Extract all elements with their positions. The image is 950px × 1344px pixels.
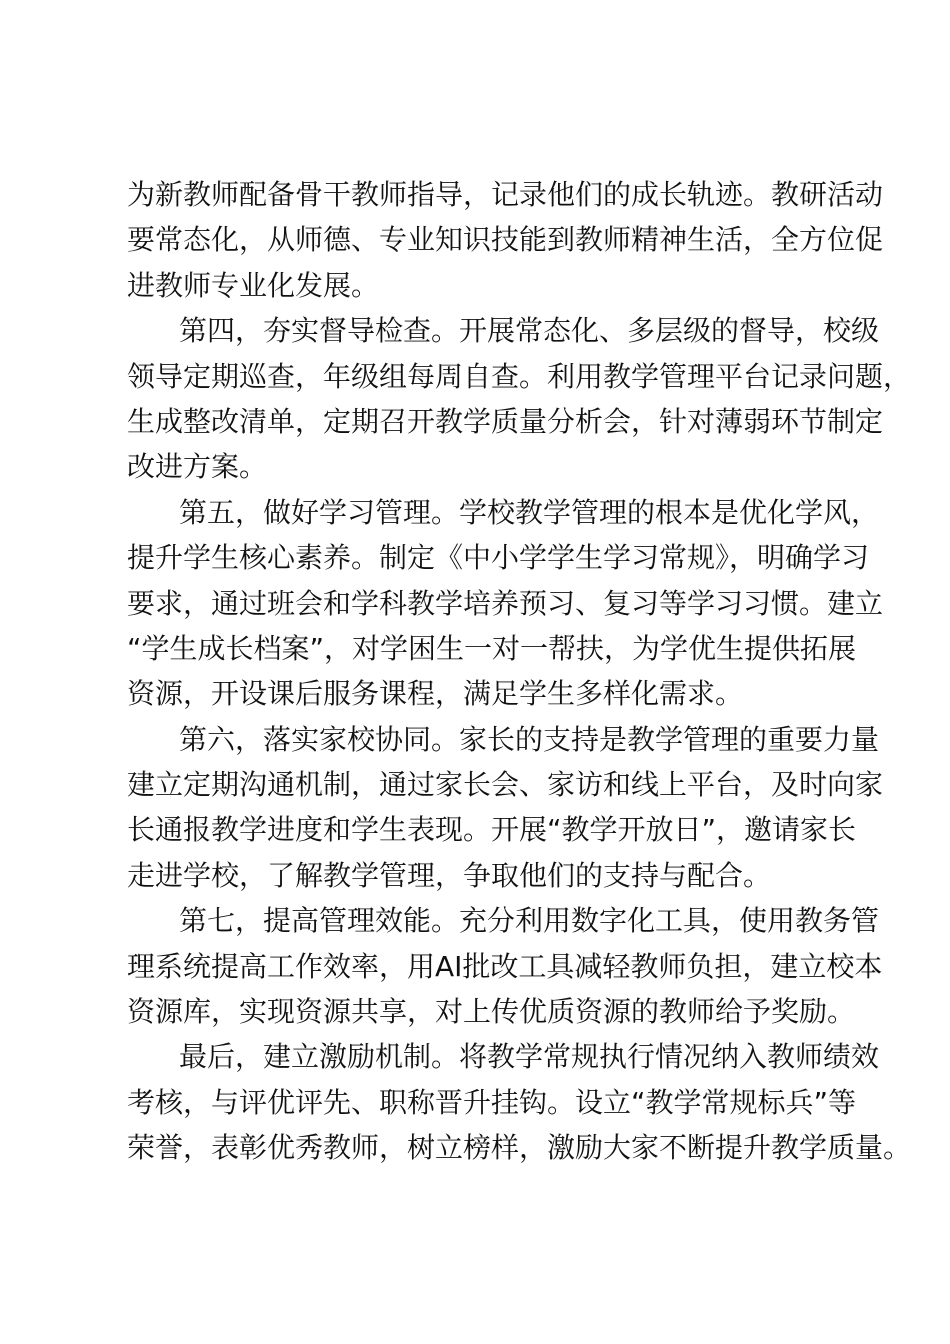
text-line: 生成整改清单，定期召开教学质量分析会，针对薄弱环节制定 [127, 404, 884, 438]
text-line-paragraph-start: 第五，做好学习管理。学校教学管理的根本是优化学风， [179, 495, 880, 529]
text-line: 长通报教学进度和学生表现。开展“教学开放日”，邀请家长 [127, 813, 857, 847]
text-line: 要求，通过班会和学科教学培养预习、复习等学习习惯。建立 [127, 586, 884, 620]
text-line: 领导定期巡查，年级组每周自查。利用教学管理平台记录问题， [127, 359, 912, 393]
text-line: 资源，开设课后服务课程，满足学生多样化需求。 [127, 677, 744, 711]
text-line: 建立定期沟通机制，通过家长会、家访和线上平台，及时向家 [127, 768, 884, 802]
text-line: 理系统提高工作效率，用AI批改工具减轻教师负担，建立校本 [127, 949, 883, 983]
text-line: 进教师专业化发展。 [127, 268, 380, 302]
text-line-paragraph-start: 第四，夯实督导检查。开展常态化、多层级的督导，校级 [179, 314, 880, 348]
text-line: “学生成长档案”，对学困生一对一帮扶，为学优生提供拓展 [127, 631, 857, 665]
text-line: 要常态化，从师德、专业知识技能到教师精神生活，全方位促 [127, 223, 884, 257]
text-line: 资源库，实现资源共享，对上传优质资源的教师给予奖励。 [127, 995, 856, 1029]
text-line-paragraph-start: 第七，提高管理效能。充分利用数字化工具，使用教务管 [179, 904, 880, 938]
document-body [127, 172, 912, 1171]
text-line: 荣誉，表彰优秀教师，树立榜样，激励大家不断提升教学质量。 [127, 1131, 912, 1165]
text-line: 改进方案。 [127, 450, 268, 484]
text-line: 为新教师配备骨干教师指导，记录他们的成长轨迹。教研活动 [127, 178, 884, 211]
text-line: 考核，与评优评先、职称晋升挂钩。设立“教学常规标兵”等 [127, 1085, 857, 1119]
text-line: 走进学校，了解教学管理，争取他们的支持与配合。 [127, 858, 772, 892]
text-line: 提升学生核心素养。制定《中小学学生学习常规》，明确学习 [127, 541, 870, 575]
text-line-paragraph-start: 第六，落实家校协同。家长的支持是教学管理的重要力量 [179, 722, 880, 756]
text-line-paragraph-start: 最后，建立激励机制。将教学常规执行情况纳入教师绩效 [179, 1040, 880, 1074]
